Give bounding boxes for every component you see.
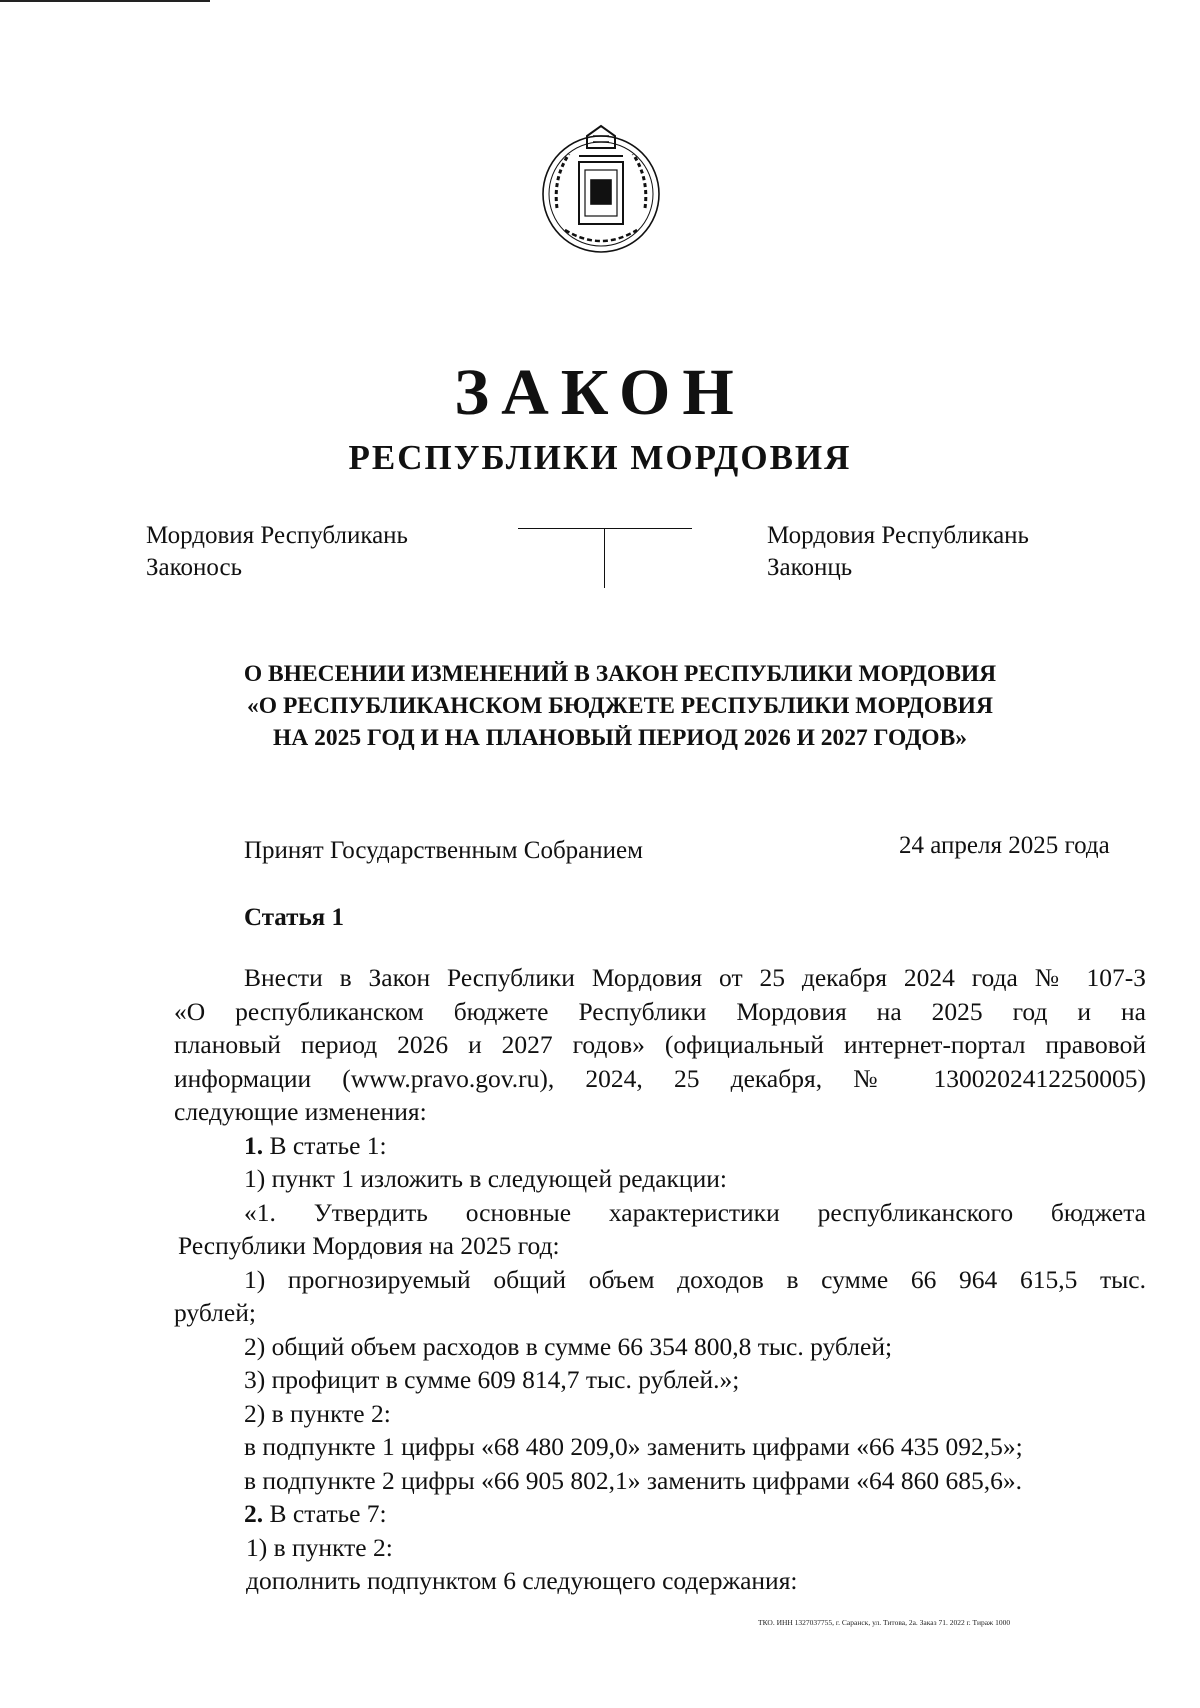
body-line: рублей;: [174, 1298, 256, 1327]
law-heading-line-2: «О РЕСПУБЛИКАНСКОМ БЮДЖЕТЕ РЕСПУБЛИКИ МОРДОВИЯ: [247, 693, 993, 719]
body-line: «1. Утвердить основные характеристики республиканского бюджета: [244, 1197, 1146, 1227]
coat-of-arms-emblem: [535, 118, 667, 260]
scan-edge-mark: [0, 0, 210, 2]
document-subtitle: РЕСПУБЛИКИ МОРДОВИЯ: [348, 438, 852, 477]
mokshan-left-line-1: Мордовия Республикань: [146, 522, 408, 549]
body-line: 1) в пункте 2:: [246, 1532, 393, 1562]
document-title: ЗАКОН: [454, 356, 746, 429]
law-heading: [180, 658, 1060, 754]
adoption-date: 24 апреля 2025 года: [899, 832, 1110, 859]
body-line: 1) пункт 1 изложить в следующей редакции:: [244, 1164, 727, 1193]
item-number: 1.: [244, 1130, 264, 1160]
item-number: 2.: [244, 1499, 264, 1528]
body-line: следующие изменения:: [174, 1097, 427, 1126]
mokshan-right-line-1: Мордовия Республикань: [767, 522, 1029, 549]
body-line: в подпункте 2 цифры «66 905 802,1» заменить цифрами «64 860 685,6».: [244, 1465, 1023, 1495]
law-heading-line-3: НА 2025 ГОД И НА ПЛАНОВЫЙ ПЕРИОД 2026 И 2027 ГОДОВ»: [272, 725, 967, 751]
body-line: [174, 1129, 1146, 1163]
body-line: 2) в пункте 2:: [244, 1398, 391, 1428]
mokshan-right-line-2: Законць: [767, 554, 853, 581]
header-divider-vertical: [604, 528, 605, 588]
header-divider-horizontal: [518, 528, 692, 529]
mokshan-left-line-2: Законось: [146, 554, 242, 581]
body-line: 3) профицит в сумме 609 814,7 тыс. рублей.»;: [244, 1365, 740, 1394]
body-line: информации (www.pravo.gov.ru), 2024, 25 декабря, № 1300202412250005): [174, 1063, 1146, 1093]
body-line: 2) общий объем расходов в сумме 66 354 800,8 тыс. рублей;: [244, 1331, 893, 1361]
body-line: [174, 1497, 1146, 1531]
body-line: плановый период 2026 и 2027 годов» (официальный интернет-портал правовой: [174, 1030, 1146, 1059]
mokshan-title-right: [767, 520, 1029, 584]
article-body: [174, 961, 1146, 1598]
body-line: дополнить подпунктом 6 следующего содержания:: [246, 1566, 798, 1595]
mokshan-title-left: [146, 520, 408, 584]
body-line: 1) прогнозируемый общий объем доходов в сумме 66 964 615,5 тыс.: [244, 1264, 1146, 1294]
body-line: «О республиканском бюджете Республики Мордовия на 2025 год и на: [174, 996, 1146, 1026]
adoption-label: Принят Государственным Собранием: [244, 837, 643, 864]
body-line: Республики Мордовия на 2025 год:: [178, 1231, 560, 1260]
printer-imprint: ТКО. ИНН 1327037755, г. Саранск, ул. Титова, 2а. Заказ 71. 2022 г. Тираж 1000: [758, 1618, 1011, 1627]
body-line: Внести в Закон Республики Мордовия от 25 декабря 2024 года № 107-З: [244, 963, 1146, 992]
article-title: Статья 1: [244, 904, 344, 931]
body-line: в подпункте 1 цифры «68 480 209,0» заменить цифрами «66 435 092,5»;: [244, 1432, 1023, 1461]
item-text: В статье 7:: [263, 1499, 387, 1528]
item-text: В статье 1:: [263, 1130, 387, 1160]
law-heading-line-1: О ВНЕСЕНИИ ИЗМЕНЕНИЙ В ЗАКОН РЕСПУБЛИКИ МОРДОВИЯ: [243, 661, 997, 687]
